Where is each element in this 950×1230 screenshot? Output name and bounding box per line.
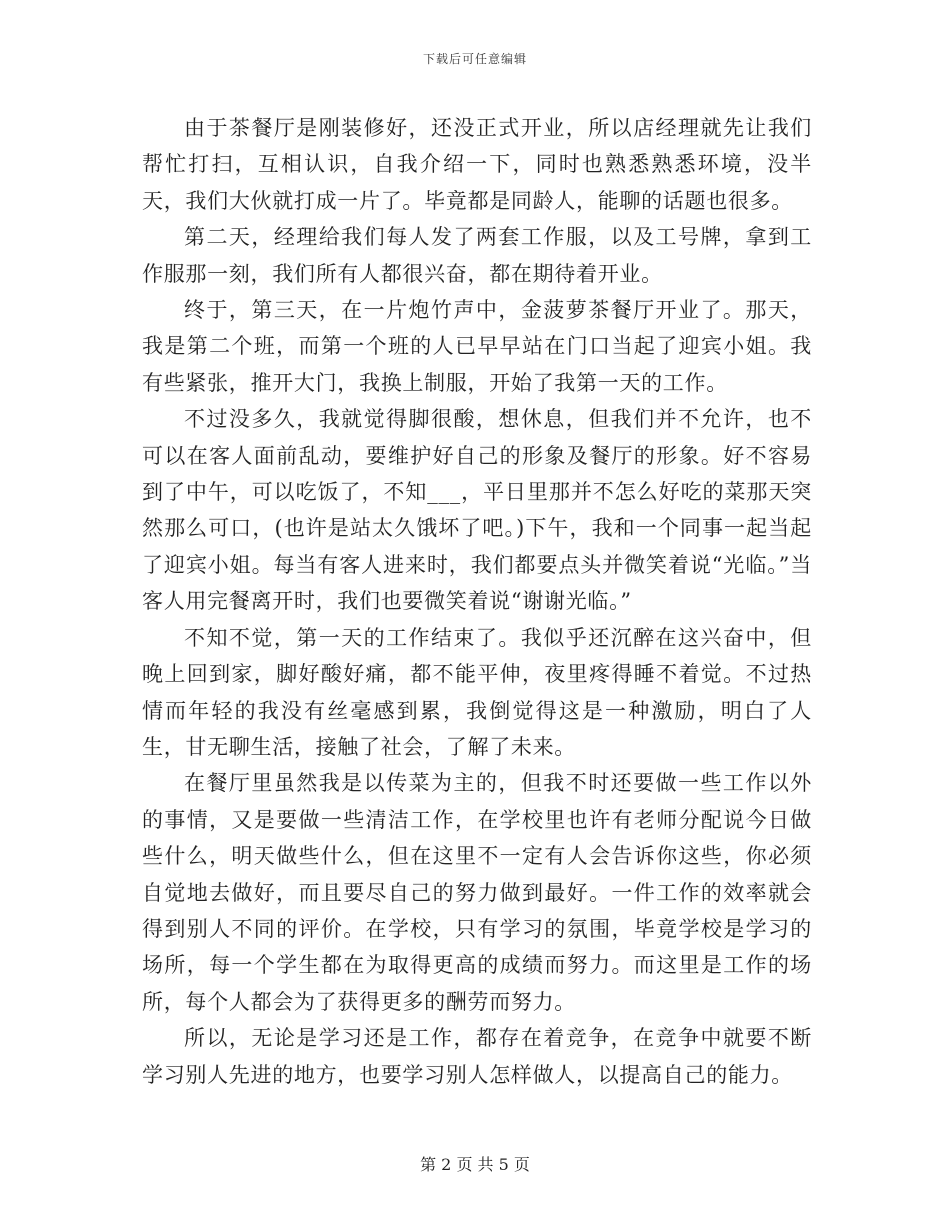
paragraph-2: 第二天，经理给我们每人发了两套工作服，以及工号牌，拿到工作服那一刻，我们所有人都很兴奋，都在期待着开业。	[142, 225, 812, 286]
paragraph-3: 终于，第三天，在一片炮竹声中，金菠萝茶餐厅开业了。那天，我是第二个班，而第一个班的人已早早站在门口当起了迎宾小姐。我有些紧张，推开大门，我换上制服，开始了我第一天的工作。	[142, 298, 812, 395]
paragraph-7: 所以，无论是学习还是工作，都存在着竞争，在竞争中就要不断学习别人先进的地方，也要学习别人怎样做人，以提高自己的能力。	[142, 1026, 812, 1087]
paragraph-4: 不过没多久，我就觉得脚很酸，想休息，但我们并不允许，也不可以在客人面前乱动，要维护好自己的形象及餐厅的形象。好不容易到了中午，可以吃饭了，不知___，平日里那并不怎么好吃的菜那天突然那么可口，(也许是站太久饿坏了吧。)下午，我和一个同事一起当起了迎宾小姐。每当有客人进来时，我们都要点头并微笑着说“光临。”当客人用完餐离开时，我们也要微笑着说“谢谢光临。”	[142, 407, 812, 614]
page-number-footer: 第 2 页 共 5 页	[420, 1155, 530, 1174]
document-body	[142, 110, 812, 1093]
paragraph-6: 在餐厅里虽然我是以传菜为主的，但我不时还要做一些工作以外的事情，又是要做一些清洁工作，在学校里也许有老师分配说今日做些什么，明天做些什么，但在这里不一定有人会告诉你这些，你必须自觉地去做好，而且要尽自己的努力做到最好。一件工作的效率就会得到别人不同的评价。在学校，只有学习的氛围，毕竟学校是学习的场所，每一个学生都在为取得更高的成绩而努力。而这里是工作的场所，每个人都会为了获得更多的酬劳而努力。	[142, 771, 812, 1014]
paragraph-1: 由于茶餐厅是刚装修好，还没正式开业，所以店经理就先让我们帮忙打扫，互相认识，自我介绍一下，同时也熟悉熟悉环境，没半天，我们大伙就打成一片了。毕竟都是同龄人，能聊的话题也很多。	[142, 116, 812, 213]
page-header-note: 下载后可任意编辑	[422, 52, 527, 66]
paragraph-5: 不知不觉，第一天的工作结束了。我似乎还沉醉在这兴奋中，但晚上回到家，脚好酸好痛，都不能平伸，夜里疼得睡不着觉。不过热情而年轻的我没有丝毫感到累，我倒觉得这是一种激励，明白了人生，甘无聊生活，接触了社会，了解了未来。	[142, 625, 812, 759]
